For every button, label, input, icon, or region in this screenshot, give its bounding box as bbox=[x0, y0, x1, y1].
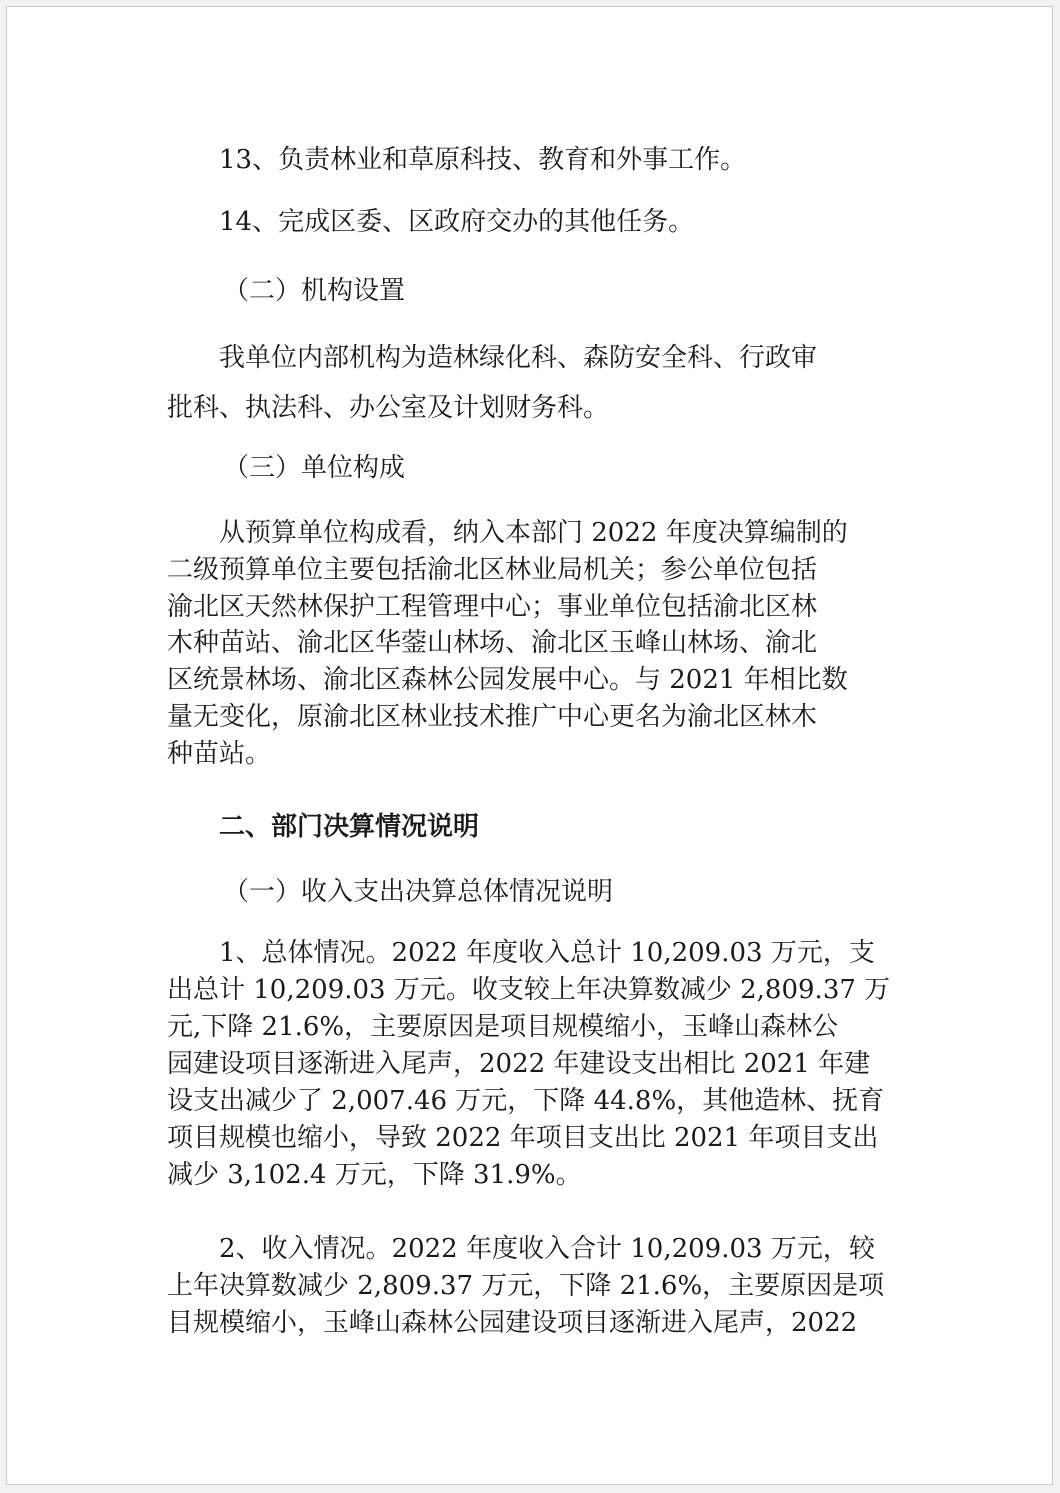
text-line-wrap bbox=[167, 1307, 903, 1340]
text-line: 渝北区天然林保护工程管理中心；事业单位包括渝北区林 bbox=[167, 592, 818, 622]
text-line-wrap bbox=[167, 1085, 903, 1118]
text-line-wrap bbox=[167, 701, 903, 734]
text-line-wrap bbox=[167, 664, 903, 697]
text-line: 批科、执法科、办公室及计划财务科。 bbox=[167, 393, 610, 423]
text-line: 量无变化，原渝北区林业技术推广中心更名为渝北区林木 bbox=[167, 702, 818, 732]
text-line: 从预算单位构成看，纳入本部门 2022 年度决算编制的 bbox=[219, 518, 848, 548]
text-line: （二）机构设置 bbox=[223, 276, 406, 306]
section-heading-final-accounts bbox=[167, 811, 903, 844]
text-line: 设支出减少了 2,007.46 万元，下降 44.8%，其他造林、抚育 bbox=[167, 1086, 885, 1116]
text-line: （一）收入支出决算总体情况说明 bbox=[223, 877, 614, 907]
section-heading-unit-composition bbox=[167, 452, 903, 485]
text-line: 1、总体情况。2022 年度收入总计 10,209.03 万元，支 bbox=[219, 938, 875, 968]
text-line: 2、收入情况。2022 年度收入合计 10,209.03 万元，较 bbox=[219, 1234, 875, 1264]
text-line-wrap bbox=[167, 554, 903, 587]
paragraph-internal-departments bbox=[167, 342, 903, 375]
text-line: 园建设项目逐渐进入尾声，2022 年建设支出相比 2021 年建 bbox=[167, 1049, 871, 1079]
paragraph-income bbox=[167, 1233, 903, 1266]
item-13 bbox=[167, 144, 903, 177]
text-line: 上年决算数减少 2,809.37 万元，下降 21.6%，主要原因是项 bbox=[167, 1271, 885, 1301]
text-line: 元,下降 21.6%，主要原因是项目规模缩小，玉峰山森林公 bbox=[167, 1012, 839, 1042]
text-line: 区统景林场、渝北区森林公园发展中心。与 2021 年相比数 bbox=[167, 665, 848, 695]
text-line-wrap bbox=[167, 974, 903, 1007]
text-line-wrap bbox=[167, 1159, 903, 1192]
section-heading-org-setup bbox=[167, 275, 903, 308]
text-line: 14、完成区委、区政府交办的其他任务。 bbox=[219, 207, 695, 237]
text-line: 减少 3,102.4 万元，下降 31.9%。 bbox=[167, 1160, 582, 1190]
text-line-wrap bbox=[167, 738, 903, 771]
document-page bbox=[6, 6, 1053, 1485]
text-line: 种苗站。 bbox=[167, 739, 272, 769]
text-line: 项目规模也缩小，导致 2022 年项目支出比 2021 年项目支出 bbox=[167, 1123, 879, 1153]
text-line-wrap bbox=[167, 1270, 903, 1303]
text-line: 二、部门决算情况说明 bbox=[219, 812, 480, 842]
section-heading-income-expenditure bbox=[167, 876, 903, 909]
text-line-wrap bbox=[167, 1048, 903, 1081]
text-line: 木种苗站、渝北区华蓥山林场、渝北区玉峰山林场、渝北 bbox=[167, 628, 818, 658]
text-line: 13、负责林业和草原科技、教育和外事工作。 bbox=[219, 145, 747, 175]
text-line-wrap bbox=[167, 1011, 903, 1044]
text-line: 目规模缩小，玉峰山森林公园建设项目逐渐进入尾声，2022 bbox=[167, 1308, 858, 1338]
item-14 bbox=[167, 206, 903, 239]
paragraph-unit-composition bbox=[167, 517, 903, 550]
text-line-wrap bbox=[167, 1122, 903, 1155]
text-line-wrap bbox=[167, 591, 903, 624]
text-line: 二级预算单位主要包括渝北区林业局机关；参公单位包括 bbox=[167, 555, 818, 585]
text-line: （三）单位构成 bbox=[223, 453, 406, 483]
paragraph-overall bbox=[167, 937, 903, 970]
text-line-wrap bbox=[167, 627, 903, 660]
paragraph-internal-departments-cont bbox=[167, 392, 903, 425]
text-line: 我单位内部机构为造林绿化科、森防安全科、行政审 bbox=[219, 343, 818, 373]
text-line: 出总计 10,209.03 万元。收支较上年决算数减少 2,809.37 万 bbox=[167, 975, 891, 1005]
